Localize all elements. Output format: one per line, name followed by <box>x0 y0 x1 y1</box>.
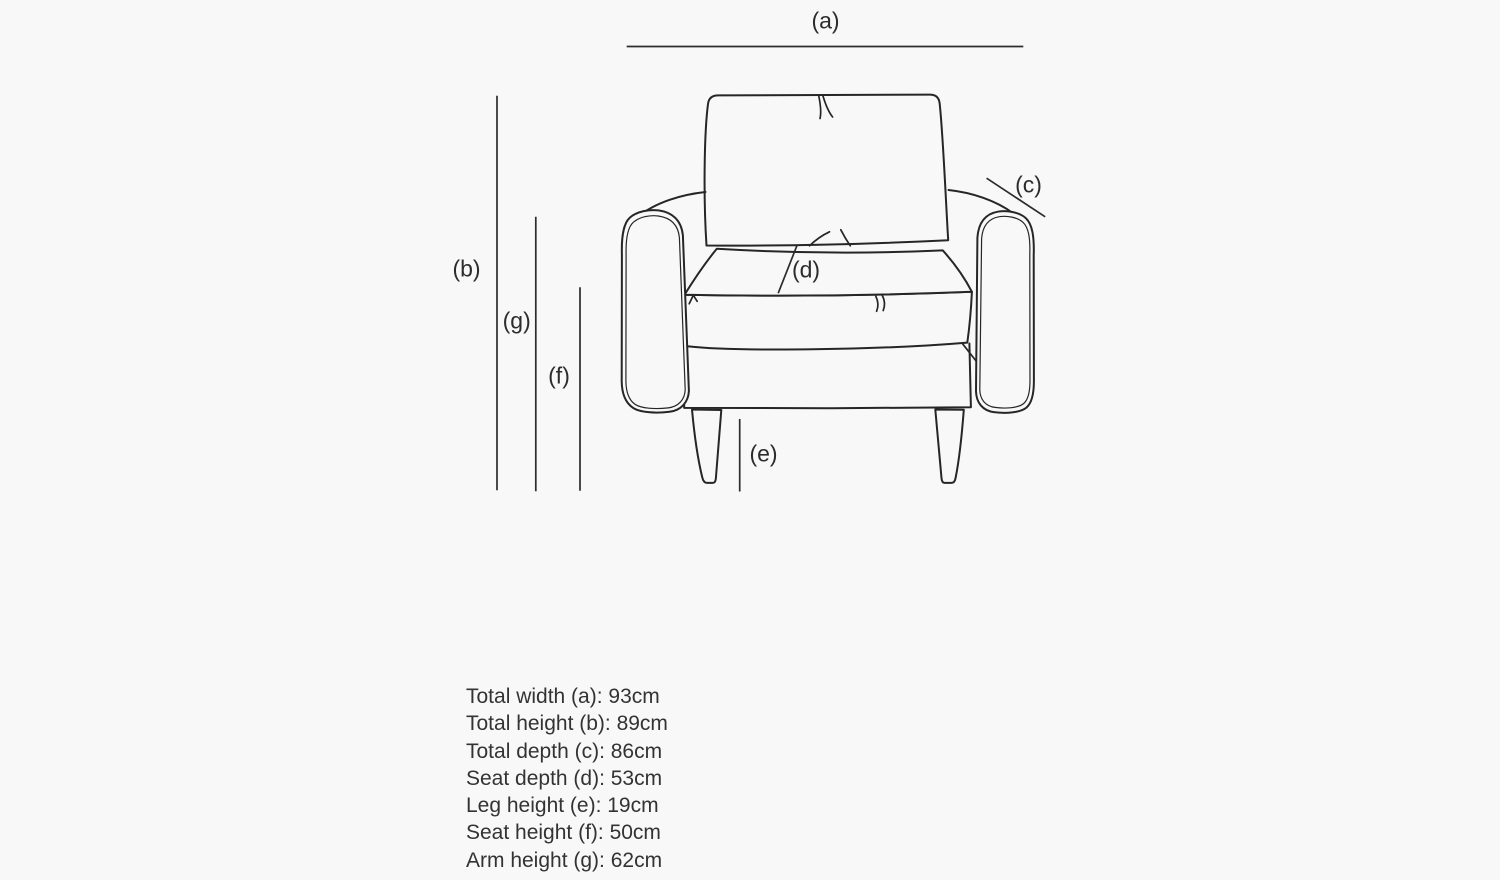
left-arm <box>622 210 689 412</box>
dim-label-g: (g) <box>502 307 531 333</box>
front-left-leg <box>692 410 721 483</box>
dimension-row: Leg height (e): 19cm <box>466 794 659 818</box>
dim-label-e: (e) <box>749 440 778 466</box>
seat-cushion-front <box>684 292 972 350</box>
dim-label-d: (d) <box>791 256 821 283</box>
right-arm <box>976 211 1034 413</box>
dimension-row: Seat height (f): 50cm <box>466 821 661 845</box>
dimension-row: Seat depth (d): 53cm <box>466 766 663 790</box>
dimensions-list <box>466 683 668 874</box>
dimension-row: Arm height (g): 62cm <box>466 848 663 872</box>
back-cushion <box>705 95 949 246</box>
dim-label-f: (f) <box>548 362 570 388</box>
front-right-leg <box>935 410 964 483</box>
dim-label-b: (b) <box>452 255 481 281</box>
base-front <box>684 344 971 409</box>
dim-label-a: (a) <box>811 7 840 33</box>
dim-label-c: (c) <box>1015 171 1042 198</box>
right-shoulder-curve <box>949 190 1014 214</box>
seat-cushion-top <box>685 249 972 296</box>
dimension-row: Total height (b): 89cm <box>466 712 668 736</box>
dimension-row: Total depth (c): 86cm <box>466 739 663 763</box>
dimension-row: Total width (a): 93cm <box>466 685 660 708</box>
